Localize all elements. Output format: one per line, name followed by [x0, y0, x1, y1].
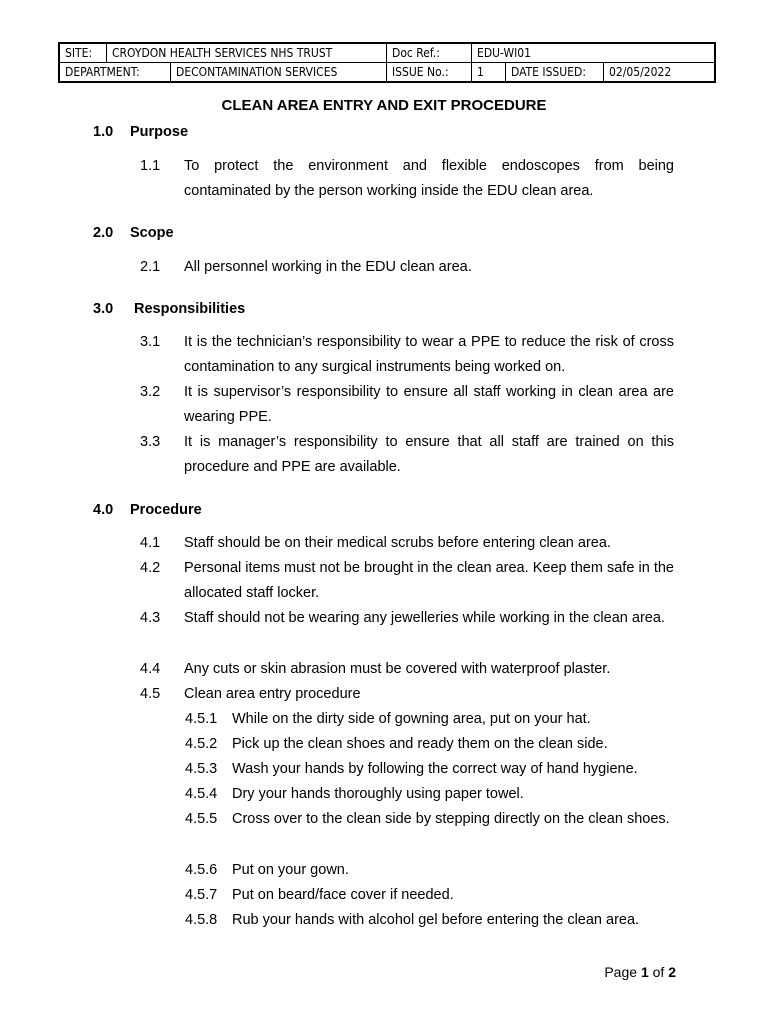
- section-number: 3.0: [93, 301, 114, 317]
- subitem-text: Dry your hands thoroughly using paper towel.: [232, 786, 524, 802]
- section-heading-scope: [93, 225, 174, 241]
- sub-list-item: [185, 858, 674, 883]
- date-issued-value: 02/05/2022: [609, 65, 672, 79]
- subitem-text: Rub your hands with alcohol gel before entering the clean area.: [232, 912, 640, 928]
- item-text: It is the technician’s responsibility to wear a PPE to reduce the risk of cross contamination to any surgical instruments being worked on.: [184, 334, 674, 375]
- sub-list-item: [185, 732, 674, 757]
- section-title: Purpose: [130, 124, 189, 140]
- total-pages: 2: [668, 964, 676, 980]
- subitem-number: 4.5.1: [185, 711, 218, 727]
- subitem-text: Put on beard/face cover if needed.: [232, 887, 454, 903]
- list-item: [140, 531, 674, 556]
- subitem-number: 4.5.8: [185, 912, 218, 928]
- list-item: [140, 380, 674, 430]
- subitem-number: 4.5.3: [185, 761, 218, 777]
- item-number: 3.2: [140, 384, 161, 400]
- list-item: [140, 657, 674, 682]
- list-item: [140, 682, 674, 707]
- section-number: 1.0: [93, 124, 114, 140]
- issue-value: 1: [472, 63, 506, 81]
- item-number: 4.3: [140, 610, 161, 626]
- item-number: 4.4: [140, 661, 161, 677]
- list-item: [140, 330, 674, 380]
- section-title: Responsibilities: [134, 301, 246, 317]
- item-text: It is supervisor’s responsibility to ensure all staff working in clean area are wearing PPE.: [184, 384, 674, 425]
- item-text: Clean area entry procedure: [184, 686, 361, 702]
- subitem-number: 4.5.2: [185, 736, 218, 752]
- item-number: 3.3: [140, 434, 161, 450]
- sub-list-item: [185, 807, 674, 832]
- list-item: [140, 556, 674, 606]
- section-number: 2.0: [93, 225, 114, 241]
- sub-list-item: [185, 757, 674, 782]
- section-heading-responsibilities: [93, 301, 245, 317]
- subitem-number: 4.5.6: [185, 862, 218, 878]
- list-item: [140, 154, 674, 204]
- list-item: [140, 430, 674, 480]
- item-text: Staff should not be wearing any jewelleries while working in the clean area.: [184, 610, 665, 626]
- header-row-site: [60, 44, 714, 62]
- item-number: 1.1: [140, 158, 161, 174]
- list-item: [140, 606, 674, 631]
- subitem-text: Put on your gown.: [232, 862, 349, 878]
- item-number: 4.2: [140, 560, 161, 576]
- sub-list-item: [185, 782, 674, 807]
- site-value: CROYDON HEALTH SERVICES NHS TRUST: [107, 44, 387, 62]
- document-header-table: [58, 42, 716, 83]
- item-number: 4.1: [140, 535, 161, 551]
- page-number: [604, 964, 676, 980]
- department-value: DECONTAMINATION SERVICES: [171, 63, 387, 81]
- sub-list-item: [185, 908, 674, 933]
- of-word: of: [652, 964, 665, 980]
- item-text: Any cuts or skin abrasion must be covered with waterproof plaster.: [184, 661, 611, 677]
- subitem-text: Pick up the clean shoes and ready them on the clean side.: [232, 736, 608, 752]
- section-title: Procedure: [130, 502, 202, 518]
- docref-label: Doc Ref.:: [387, 44, 472, 62]
- page-word: Page: [604, 964, 638, 980]
- item-text: It is manager’s responsibility to ensure that all staff are trained on this procedure and PPE are available.: [184, 434, 674, 475]
- header-row-department: [60, 62, 714, 81]
- document-title: CLEAN AREA ENTRY AND EXIT PROCEDURE: [221, 97, 547, 114]
- list-item: [140, 255, 674, 280]
- issue-label: ISSUE No.:: [387, 63, 472, 81]
- item-number: 3.1: [140, 334, 161, 350]
- section-heading-procedure: [93, 502, 202, 518]
- subitem-number: 4.5.4: [185, 786, 218, 802]
- item-text: Personal items must not be brought in the clean area. Keep them safe in the allocated staff locker.: [184, 560, 674, 601]
- section-heading-purpose: [93, 124, 188, 140]
- sub-list-item: [185, 707, 674, 732]
- section-title: Scope: [130, 225, 174, 241]
- subitem-number: 4.5.7: [185, 887, 218, 903]
- sub-list-item: [185, 883, 674, 908]
- docref-value: EDU-WI01: [477, 46, 532, 60]
- item-text: All personnel working in the EDU clean area.: [184, 259, 472, 275]
- item-text: Staff should be on their medical scrubs before entering clean area.: [184, 535, 611, 551]
- date-issued-label: DATE ISSUED:: [506, 63, 604, 81]
- item-number: 4.5: [140, 686, 161, 702]
- section-number: 4.0: [93, 502, 114, 518]
- current-page: 1: [640, 964, 649, 980]
- subitem-text: Cross over to the clean side by stepping directly on the clean shoes.: [232, 811, 670, 827]
- site-label: SITE:: [60, 44, 107, 62]
- item-text: To protect the environment and flexible endoscopes from being contaminated by the person working inside the EDU clean area.: [184, 158, 674, 199]
- subitem-text: While on the dirty side of gowning area, put on your hat.: [232, 711, 591, 727]
- subitem-text: Wash your hands by following the correct way of hand hygiene.: [232, 761, 638, 777]
- item-number: 2.1: [140, 259, 161, 275]
- department-label: DEPARTMENT:: [60, 63, 171, 81]
- subitem-number: 4.5.5: [185, 811, 218, 827]
